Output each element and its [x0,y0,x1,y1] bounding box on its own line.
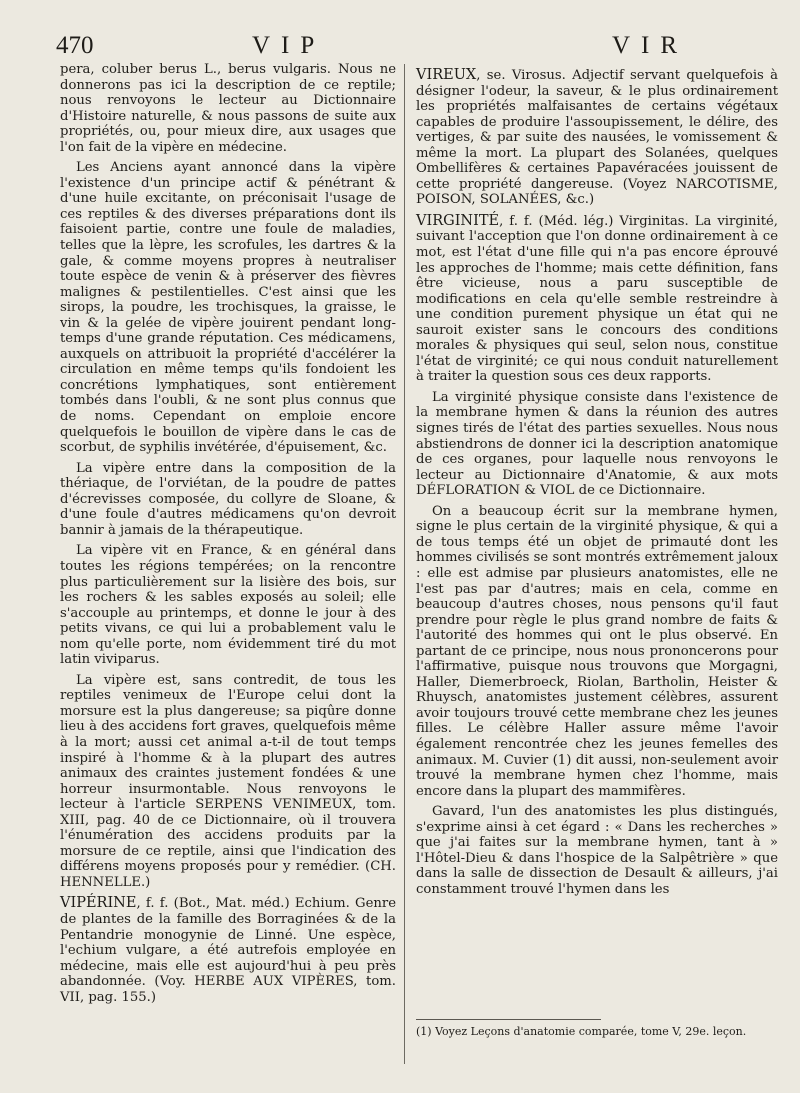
entry-vireux [416,68,778,208]
paragraph: Les Anciens ayant annoncé dans la vipère l'existence d'un principe actif & pénétrant & d'une huile excitante, on préconisait l'usage de ces reptiles & des diverses préparations dont ils faisoient partie, contre une foule de maladies, telles que la lèpre, les scrofules, les dartres & la gale, & comme moyens propres à neutraliser toute espèce de venin & à préserver des fièvres malignes & pestilentielles. C'est ainsi que les sirops, la poudre, les trochisques, la graisse, le vin & la gelée de vipère jouirent pendant long-temps d'une grande réputation. Ces médicamens, auxquels on attribuoit la propriété d'accélérer la circulation en même temps qu'ils fondoient les concrétions lymphatiques, sont entièrement tombés dans l'oubli, & ne sont plus connus que de noms. Cependant on emploie encore quelquefois le bouillon de vipère dans le cas de scorbut, de syphilis invétérée, d'épuisement, &c. [60,160,396,456]
column-divider [404,64,405,1064]
right-column [416,62,778,902]
footnote: (1) Voyez Leçons d'anatomie comparée, tome V, 29e. leçon. [416,1025,747,1038]
entry-headword: VIREUX [416,67,477,83]
left-column [60,62,396,1010]
paragraph: La vipère vit en France, & en général dans toutes les régions tempérées; on la rencontre plus particulièrement sur la lisière des bois, sur les rochers & les sables exposés au soleil; elle s'accouple au printemps, et donne le jour à des petits vivans, ce qui lui a probablement valu le nom qu'elle porte, nom évidemment tiré du mot latin viviparus. [60,543,396,668]
paragraph: La vipère est, sans contredit, de tous les reptiles venimeux de l'Europe celui dont la morsure est la plus dangereuse; sa piqûre donne lieu à des accidens fort graves, quelquefois même à la mort; aussi cet animal a-t-il de tout temps inspiré à l'homme & à la plupart des autres animaux des craintes justement fondées & une horreur insurmontable. Nous renvoyons le lecteur à l'article SERPENS VENIMEUX, tom. XIII, pag. 40 de ce Dictionnaire, où il trouvera l'énumération des accidens produits par la morsure de ce reptile, ainsi que l'indication des différens moyens proposés pour y remédier. (CH. HENNELLE.) [60,672,396,890]
page-header [56,30,776,64]
entry-body: , f. f. (Bot., Mat. méd.) Echium. Genre de plantes de la famille des Borraginées & de la Pentandrie monogynie de Linné. Une espèce, l'echium vulgare, a été autrefois employée en médecine, mais elle est aujourd'hui à peu près abandonnée. (Voy. HERBE AUX VIPÈRES, tom. VII, pag. 155.) [60,896,396,1005]
page-number: 470 [56,32,94,59]
entry-headword: VIRGINITÉ [416,212,500,229]
paragraph: La virginité physique consiste dans l'existence de la membrane hymen & dans la réunion des autres signes tirés de l'état des parties sexuelles. Nous nous abstiendrons de donner ici la description anatomique de ces organes, pour laquelle nous renvoyons le lecteur au Dictionnaire d'Anatomie, & aux mots DÉFLORATION & VIOL de ce Dictionnaire. [416,389,778,499]
footnote-rule [416,1019,601,1020]
running-head-left: VIP [252,32,326,59]
entry-virginite [416,214,778,385]
entry-viperine [60,896,396,1005]
entry-body: , se. Virosus. Adjectif servant quelquefois à désigner l'odeur, la saveur, & le plus ordinairement les propriétés malfaisantes de certains végétaux capables de produire l'assoupissement, le délire, des vertiges, & par suite des nausées, le vomissement & même la mort. La plupart des Solanées, quelques Ombellifères & certaines Papavéracées jouissent de cette propriété dangereuse. (Voyez NARCOTISME, POISON, SOLANÉES, &c.) [416,68,778,208]
entry-headword: VIPÉRINE [60,895,137,912]
running-head-right: VIR [612,32,689,59]
paragraph: On a beaucoup écrit sur la membrane hymen, signe le plus certain de la virginité physique, & qui a de tous temps été un objet de primauté dont les hommes civilisés se sont montrés extrêmement jaloux : elle est admise par plusieurs anatomistes, elle ne l'est pas par d'autres; mais en cela, comme en beaucoup d'autres choses, nous pensons qu'il faut prendre pour règle le plus grand nombre de faits & l'autorité des hommes qui ont le plus observé. En partant de ce principe, nous nous prononcerons pour l'affirmative, puisque nous trouvons que Morgagni, Haller, Diemerbroeck, Riolan, Bartholin, Heister & Rhuysch, anatomistes justement célèbres, assurent avoir toujours trouvé cette membrane chez les jeunes filles. Le célèbre Haller assure même l'avoir également rencontrée chez les jeunes femelles des animaux. M. Cuvier (1) dit aussi, non-seulement avoir trouvé la membrane hymen chez l'homme, mais encore dans la plupart des mammifères. [416,503,778,799]
paragraph: pera, coluber berus L., berus vulgaris. Nous ne donnerons pas ici la description de ce reptile; nous renvoyons le lecteur au Dictionnaire d'Histoire naturelle, & nous passons de suite aux propriétés, ou, pour mieux dire, aux usages que l'on fait de la vipère en médecine. [60,62,396,155]
paragraph: La vipère entre dans la composition de la thériaque, de l'orviétan, de la poudre de pattes d'écrevisses composée, du collyre de Sloane, & d'une foule d'autres médicamens qu'on devroit bannir à jamais de la thérapeutique. [60,460,396,538]
entry-body: , f. f. (Méd. lég.) Virginitas. La virginité, suivant l'acception que l'on donne ordinairement à ce mot, est l'état d'une fille qui n'a pas encore éprouvé les approches de l'homme; mais cette définition, fans être vicieuse, nous a paru susceptible de modifications en cela qu'elle semble restreindre à une condition purement physique un état qui ne sauroit exister sans le concours des conditions morales & physiques qui seul, selon nous, constitue l'état de virginité; ce qui nous conduit naturellement à traiter la question sous ces deux rapports. [416,213,778,385]
paragraph: Gavard, l'un des anatomistes les plus distingués, s'exprime ainsi à cet égard : « Dans les recherches » que j'ai faites sur la membrane hymen, tant à » l'Hôtel-Dieu & dans l'hospice de la Salpêtrière » que dans la salle de dissection de Desault & ailleurs, j'ai constamment trouvé l'hymen dans les [416,804,778,897]
